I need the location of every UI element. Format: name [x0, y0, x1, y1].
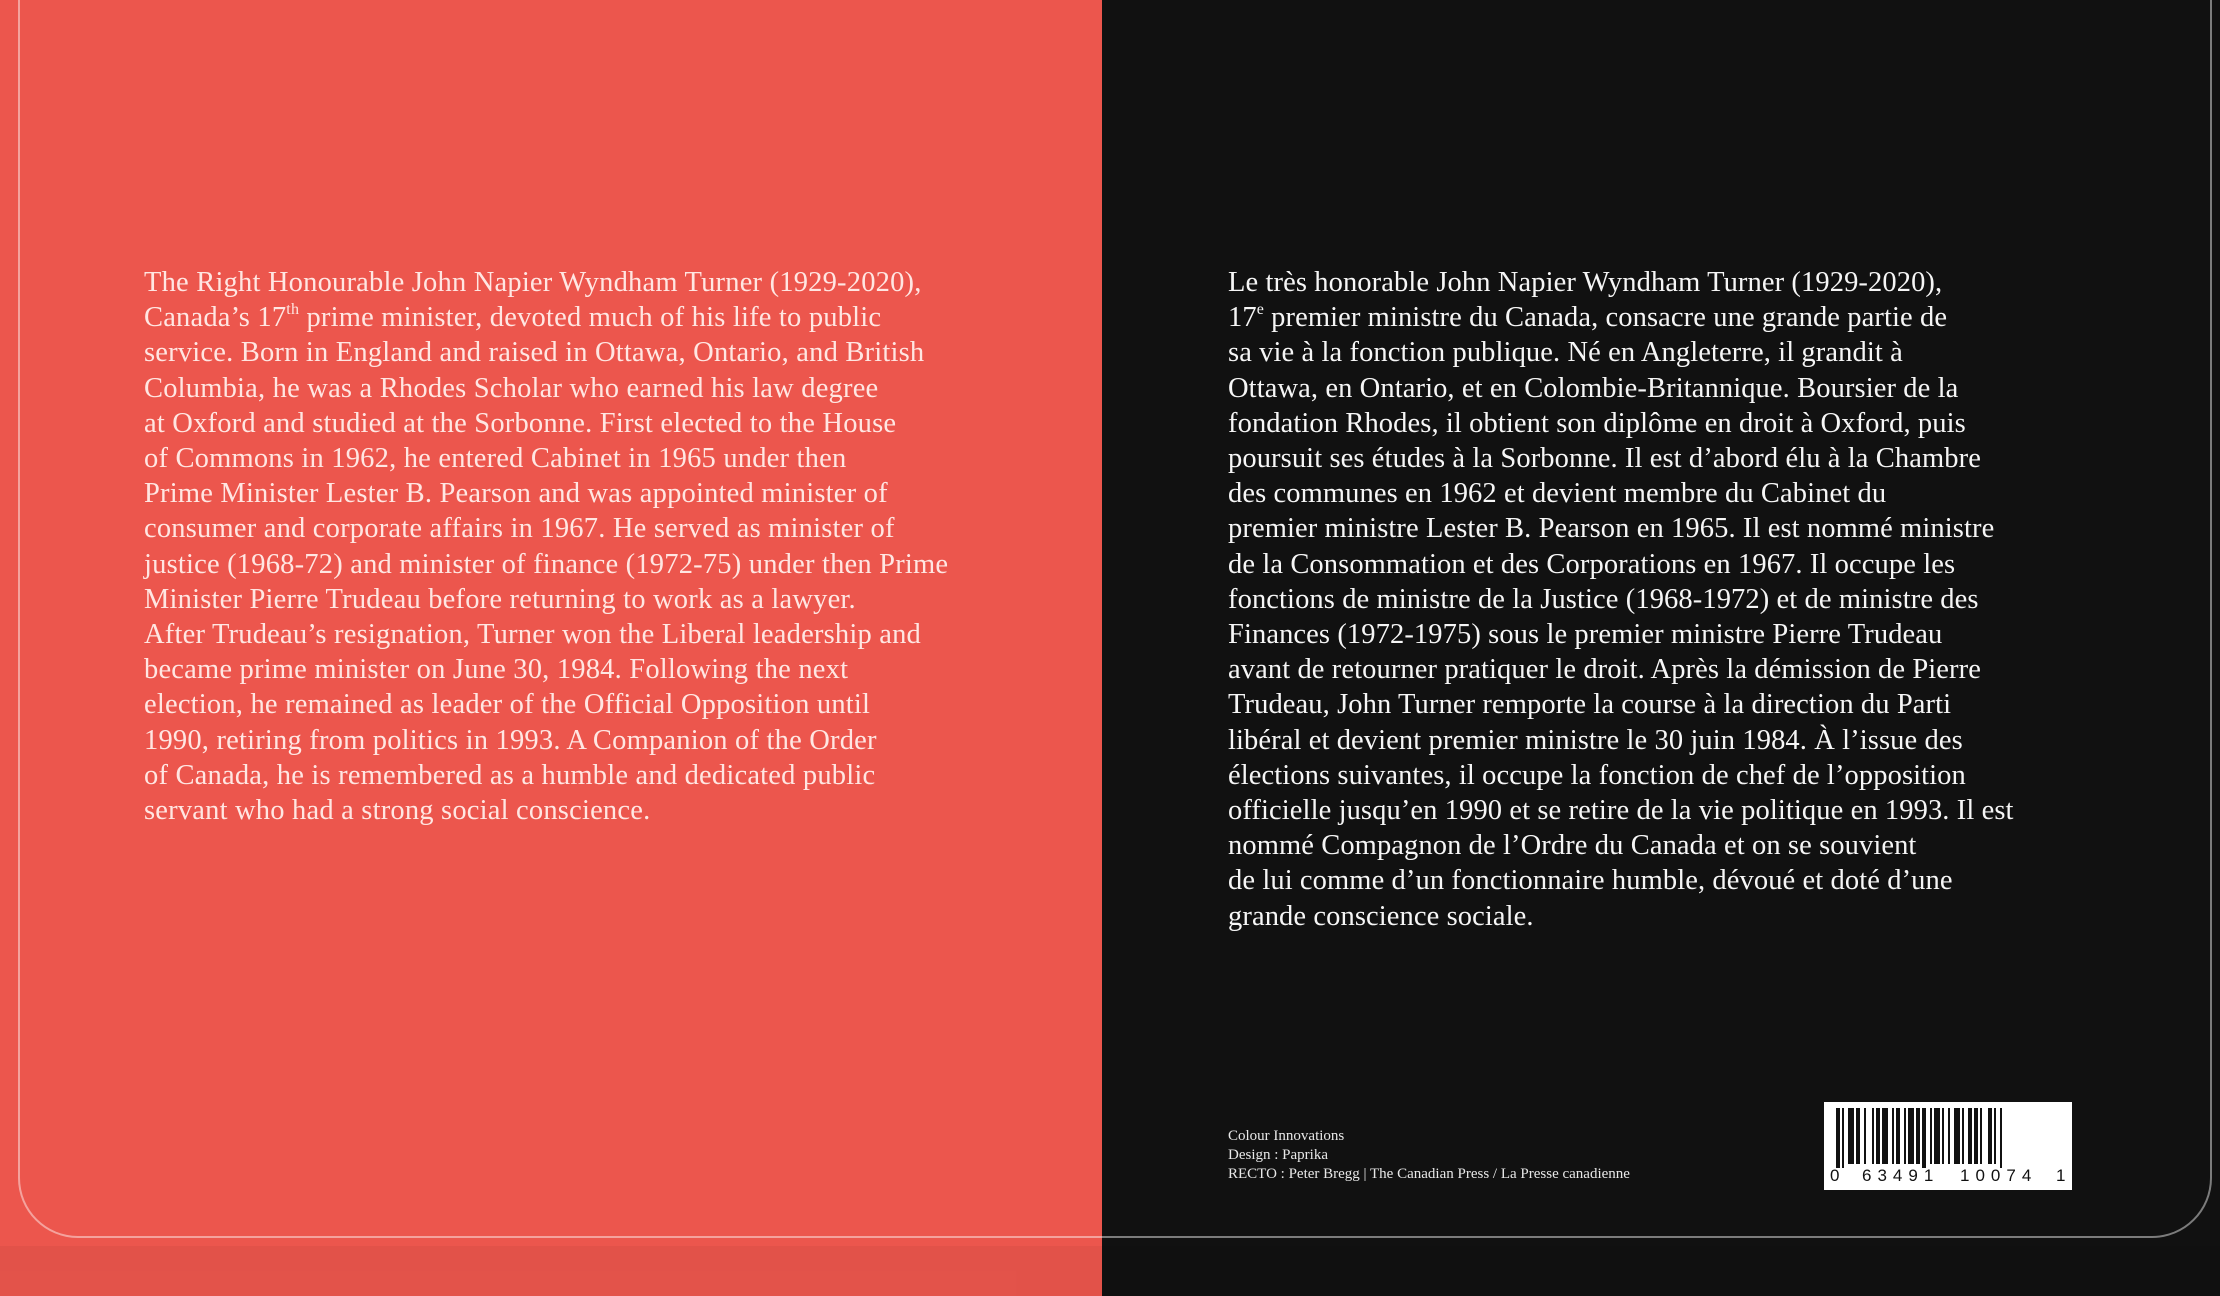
- barcode-bar: [1864, 1108, 1866, 1164]
- barcode-bar: [1930, 1108, 1932, 1164]
- text-line: grande conscience sociale.: [1228, 900, 1534, 932]
- barcode-bar: [1980, 1108, 1982, 1164]
- text-line: service. Born in England and raised in Ottawa, Ontario, and British: [144, 337, 925, 369]
- text-line: poursuit ses études à la Sorbonne. Il est d’abord élu à la Chambre: [1228, 443, 1981, 475]
- text-line: Columbia, he was a Rhodes Scholar who earned his law degree: [144, 372, 879, 404]
- text-line: sa vie à la fonction publique. Né en Angleterre, il grandit à: [1228, 337, 1903, 369]
- text-line: Trudeau, John Turner remporte la course à la direction du Parti: [1228, 689, 1952, 721]
- barcode-number: [1824, 1166, 2072, 1188]
- text-line: de la Consommation et des Corporations en 1967. Il occupe les: [1228, 548, 1956, 580]
- barcode-left-group: 63491: [1862, 1166, 1940, 1185]
- credits-block: [1228, 1127, 1630, 1184]
- english-biography: [144, 265, 1014, 828]
- barcode-bar: [1892, 1108, 1894, 1164]
- text-line: consumer and corporate affairs in 1967. He served as minister of: [144, 513, 895, 545]
- barcode-bar: [1968, 1108, 1972, 1164]
- ordinal-suffix: e: [1256, 301, 1264, 319]
- text-line: fonctions de ministre de la Justice (1968-1972) et de ministre des: [1228, 583, 1979, 615]
- printer-credit: Colour Innovations: [1228, 1128, 1345, 1144]
- text-line: election, he remained as leader of the Official Opposition until: [144, 689, 871, 721]
- envelope-bottom-strip: [0, 1246, 2220, 1296]
- text-line: [1228, 300, 2108, 335]
- barcode-bar: [1942, 1108, 1944, 1164]
- text-line: fondation Rhodes, il obtient son diplôme en droit à Oxford, puis: [1228, 407, 1966, 439]
- text-line: nommé Compagnon de l’Ordre du Canada et on se souvient: [1228, 830, 1917, 862]
- barcode-bar: [1988, 1108, 1992, 1164]
- text-line: of Canada, he is remembered as a humble and dedicated public: [144, 759, 876, 791]
- barcode: [1824, 1102, 2072, 1190]
- ordinal-suffix: th: [286, 301, 300, 319]
- barcode-bar: [1904, 1108, 1906, 1164]
- barcode-bar: [1856, 1108, 1860, 1164]
- text-line: Le très honorable John Napier Wyndham Turner (1929-2020),: [1228, 267, 1943, 298]
- text-line: justice (1968-72) and minister of finance (1972-75) under then Prime: [144, 548, 949, 580]
- text-line: became prime minister on June 30, 1984. Following the next: [144, 654, 849, 686]
- barcode-first-digit: 0: [1830, 1166, 1840, 1185]
- barcode-bar: [1876, 1108, 1880, 1164]
- text-line: [144, 300, 1014, 335]
- text-fragment: 17: [1228, 302, 1257, 334]
- barcode-bar: [1974, 1108, 1978, 1164]
- barcode-bar: [1962, 1108, 1964, 1164]
- barcode-bar: [1836, 1108, 1840, 1168]
- photo-credit: RECTO : Peter Bregg | The Canadian Press / La Presse canadienne: [1228, 1166, 1630, 1182]
- barcode-bar: [1882, 1108, 1888, 1164]
- barcode-last-digit: 1: [2056, 1166, 2066, 1185]
- text-line: 1990, retiring from politics in 1993. A Companion of the Order: [144, 724, 877, 756]
- text-fragment: prime minister, devoted much of his life to public: [299, 302, 882, 334]
- barcode-bar: [1922, 1108, 1926, 1168]
- design-credit: Design : Paprika: [1228, 1147, 1328, 1163]
- barcode-bar: [2000, 1108, 2002, 1168]
- barcode-bar: [1848, 1108, 1854, 1164]
- text-line: officielle jusqu’en 1990 et se retire de la vie politique en 1993. Il est: [1228, 795, 2014, 827]
- text-line: libéral et devient premier ministre le 30 juin 1984. À l’issue des: [1228, 724, 1963, 756]
- barcode-bar: [1908, 1108, 1914, 1164]
- text-line: premier ministre Lester B. Pearson en 1965. Il est nommé ministre: [1228, 513, 1995, 545]
- barcode-bar: [1934, 1108, 1940, 1164]
- text-fragment: Canada’s 17: [144, 302, 287, 334]
- barcode-bars: [1824, 1102, 2072, 1168]
- barcode-bar: [1896, 1108, 1900, 1164]
- text-line: of Commons in 1962, he entered Cabinet in 1965 under then: [144, 443, 847, 475]
- barcode-bar: [1842, 1108, 1844, 1168]
- text-line: Ottawa, en Ontario, et en Colombie-Britannique. Boursier de la: [1228, 372, 1959, 404]
- text-fragment: premier ministre du Canada, consacre une grande partie de: [1263, 302, 1948, 334]
- barcode-bar: [1948, 1108, 1950, 1164]
- text-line: Finances (1972-1975) sous le premier ministre Pierre Trudeau: [1228, 619, 1943, 651]
- barcode-bar: [1872, 1108, 1874, 1164]
- text-line: avant de retourner pratiquer le droit. Après la démission de Pierre: [1228, 654, 1981, 686]
- text-line: des communes en 1962 et devient membre du Cabinet du: [1228, 478, 1887, 510]
- text-line: After Trudeau’s resignation, Turner won the Liberal leadership and: [144, 619, 922, 651]
- barcode-bar: [1916, 1108, 1920, 1164]
- barcode-bar: [1994, 1108, 1996, 1164]
- french-biography: [1228, 265, 2108, 934]
- text-line: Minister Pierre Trudeau before returning to work as a lawyer.: [144, 583, 856, 615]
- text-line: Prime Minister Lester B. Pearson and was appointed minister of: [144, 478, 888, 510]
- text-line: at Oxford and studied at the Sorbonne. First elected to the House: [144, 407, 897, 439]
- barcode-bar: [1954, 1108, 1960, 1164]
- barcode-right-group: 10074: [1960, 1166, 2038, 1185]
- text-line: de lui comme d’un fonctionnaire humble, dévoué et doté d’une: [1228, 865, 1953, 897]
- text-line: servant who had a strong social conscience.: [144, 795, 651, 827]
- text-line: élections suivantes, il occupe la fonction de chef de l’opposition: [1228, 759, 1966, 791]
- text-line: The Right Honourable John Napier Wyndham Turner (1929-2020),: [144, 267, 922, 298]
